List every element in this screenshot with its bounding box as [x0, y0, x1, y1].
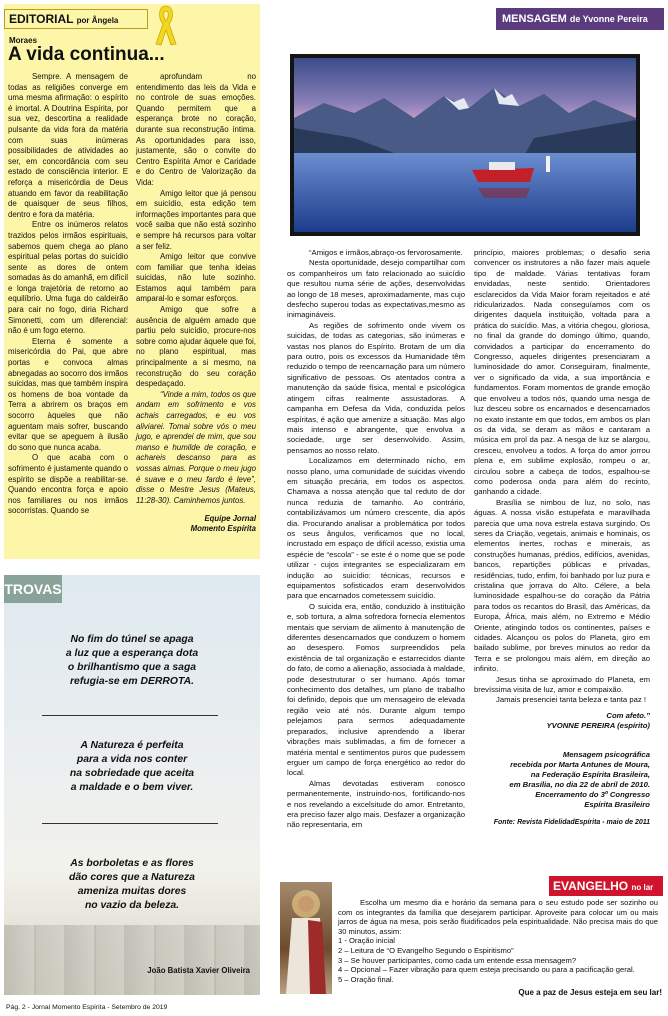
credit-line: Mensagem psicográfica — [562, 749, 650, 759]
editorial-byline: por Ângela Moraes — [9, 16, 119, 45]
mensagem-credit — [474, 750, 650, 810]
paragraph: Entre os inúmeros relatos trazidos pelos irmãos espirituais, sabemos quem chega ao plano espiritual pelas portas do suicídio sente as dores de ontem somadas às do amanhã, em difícil e longa trajetória de retorno ao equilíbrio. Uma fuga do caldeirão para cair no fogo, diria Richard Simonetti, com um diferencial: não é um fogo eterno. — [8, 220, 128, 336]
verse-line: o brilhantismo que a saga — [67, 662, 197, 673]
paragraph: O suicida era, então, conduzido à instituição e, sob tortura, a alma sofredora fornecia elementos mentais que serviam de alimento à manutenção de diferentes desencarnados que conduzem o homem ao desespero. Fomos surpreendidos pela existência de tal organização e estarrecidos diante do fato, de como a alienação, associada à maldade, pode desestruturar o ser humano. Após tomar conhecimento dos detalhes, um plano de trabalho foi definido, depois que um mensageiro de elevada região veio até nós. Durante algum tempo pelejamos para sermos adequadamente preparados, inclusive aprendendo a liberar vibrações mais sublimadas, a fim de fornecer a matéria mental e sentimentos puros que pudessem erguer um campo de força energético ao redor do local. — [287, 601, 465, 778]
editorial-title: A vida continua... — [8, 44, 165, 65]
verse-line: refugia-se em DERROTA. — [70, 676, 194, 687]
verse-line: ameniza muitas dores — [77, 886, 187, 897]
jesus-figure-icon — [280, 882, 332, 994]
credit-line: Espírita Brasileiro — [584, 799, 650, 809]
paragraph: princípio, maiores problemas; o desafio seria convencer os instrutores a não fazer mais aquele tipo de maldade. Várias tentativas foram envidadas, neste sentido. Orientadores esclarecidos da Vida Maior foram rejeitados e até ridicularizados. Nada conseguíamos com os dirigentes daquela instituição, voltada para a prática do suicídio. Mas, a vitória chegou, gloriosa, no final da grande do domingo último, quando, convidados a participar do encerramento do Congresso, aqueles dirigentes presenciaram a luminosidade do amor. Conseguiram, finalmente, ver o significado da vida, a sua importância e fundamentos. Foram momentos de grande emoção que envolveu a todos nós, quando uma nesga de luz desceu sobre os encarnados e desencarnados no exato instante em que todos, em ambos os plan os da vida, se deram as mãos e cantaram a música em prol da paz. A nesga de luz se alargou, cresceu, envolveu a todos. A força do amor jorrou plena e, em sublime explosão, rompeu o ar, circulou sobre a cabeça de todos, espalhou-se como poderosa onda para além do recinto, ganhando a cidade. — [474, 248, 650, 497]
paragraph: As regiões de sofrimento onde vivem os suicidas, de todas as categorias, são inúmeras e vastas nos planos do Espírito. Brotam de um dia para outro, pois os excessos da Humanidade têm reduzido o tempo de reencarnação para um número significativo de pessoas. Os atentados contra a manutenção da saúde física, mental e psicológica atingem cifras realmente assustadoras. A campanha em Defesa da Vida, conduzida pelos espíritas, é ação que amenize a situação. Mas algo mais intenso e abrangente, que envolva a sociedade, urge ser desenvolvido. Assim, pensamos ao nosso relato. — [287, 320, 465, 455]
mensagem-byline: de Yvonne Pereira — [569, 14, 648, 24]
paragraph: O que acaba com o sofrimento é justamente quando o espírito se dispõe a reabilitar-se. Quando encontra força e apoio nos familiares ou nos irmãos socorristas. Quando se — [8, 453, 128, 516]
credit-line: Encerramento do 3º Congresso — [535, 789, 650, 799]
paragraph: Amigo leitor que já pensou em suicídio, esta edição tem informações importantes para que você saiba que não está sozinho e sempre há recursos para voltar a ser feliz. — [136, 188, 256, 251]
mensagem-source: Fonte: Revista FidelidadEspírita - maio de 2011 — [493, 818, 650, 826]
paragraph: Amigo que sofre a ausência de alguém amado que partiu pelo suicídio, procure-nos sobre como ajudar àquele que foi, no plano espiritual, mas principalmente a si mesmo, na reconstrução do seu coração despedaçado. — [136, 305, 256, 389]
step-item: 1 - Oração inicial — [338, 936, 395, 946]
evangelho-label: EVANGELHO — [553, 879, 629, 893]
step-item: 3 – Se houver participantes, como cada um entende essa mensagem? — [338, 955, 577, 965]
credit-line: na Federação Espírita Brasileira, — [530, 769, 650, 779]
jesus-figure-image — [280, 882, 332, 994]
trova-1 — [20, 633, 244, 689]
lake-boat-photo — [290, 54, 640, 236]
mensagem-column-1 — [287, 248, 465, 831]
step-item: 2 – Leitura de “O Evangelho Segundo o Espiritismo” — [338, 945, 514, 955]
editorial-section — [4, 4, 260, 559]
mensagem-header — [496, 8, 664, 30]
divider — [42, 823, 218, 824]
verse-line: A Natureza é perfeita — [80, 740, 184, 751]
paragraph: Almas devotadas estiveram conosco permanentemente, instruindo-nos, fortificando-nos e nos revelando a excelsitude do amor. Entretanto, era preciso fazer algo mais. Desfazer a organização não representaria, em — [287, 778, 465, 830]
step-item: 5 – Oração final. — [338, 974, 394, 984]
verse-line: No fim do túnel se apaga — [70, 634, 194, 645]
paragraph: Brasília se nimbou de luz, no solo, nas águas. A nossa visão estupefata e maravilhada parecia que uma nova estrela estava surgindo. Os seres da Criação, vegetais, animais e hominais, os elementos inertes, rochas e minerais, as construções humanas, prédios, edifícios, avenidas, bancos, repartições públicas e privadas, residências, tudo, enfim, foi banhado por luz pura e cristalina que jorrava do Alto. Célere, a bela luminosidade espalhou-se do coração da Pátria para todos os recantos do Brasil, das Américas, da Europa, África, mais além, no Extremo e Médio Oriente, atingindo todos os continentes, países e cidades. Alcançou os polos do Planeta, giro em bailado sublime, por breves minutos ao redor da Terra e se prolongou mais além, em direção ao infinito. — [474, 497, 650, 674]
page-footer: Pág. 2 - Jornal Momento Espírita - Setembro de 2019 — [6, 1004, 168, 1011]
landscape-image — [294, 58, 636, 232]
verse-line: no vazio da beleza. — [84, 900, 180, 911]
paragraph: aprofundam no entendimento das leis da Vida e no controle de suas emoções. Quando permitem que a esperança brote no coração, durante sua reconstrução íntima. As oportunidades para isso, justamente, são o convite do Centro Espírita Amor e Caridade e do Centro de Valorização da Vida: — [136, 72, 256, 187]
trova-3 — [20, 857, 244, 913]
evangelho-intro: Escolha um mesmo dia e horário da semana para o seu estudo pode ser sozinho ou com os integrantes da família que desejarem participar. Aproveite para colocar um ou mais jarros de água na mesa, pois serão fluidificados pela espiritualidade. Não precisa mais do que 30 minutos, assim: — [338, 898, 658, 936]
signature-line-1: Equipe Jornal — [204, 514, 256, 524]
editorial-header — [4, 9, 148, 45]
step-item: 4 – Opcional – Fazer vibração para quem esteja precisando ou para a pacificação geral. — [338, 965, 635, 975]
paragraph: Jamais presenciei tanta beleza e tanta paz ! — [496, 695, 646, 705]
credit-line: em Brasília, no dia 22 de abril de 2010. — [509, 779, 650, 789]
divider — [42, 715, 218, 716]
paragraph: Amigo leitor que convive com familiar que tenha ideias suicidas, não lute sozinho. Estamos aqui também para amparal-lo e somar esforços. — [136, 252, 256, 304]
awareness-ribbon-icon — [154, 4, 178, 46]
paragraph: Jesus tinha se aproximado do Planeta, em brevíssima visita de luz, amor e compaixão. — [474, 674, 650, 695]
trova-2 — [20, 739, 244, 795]
mensagem-signoff: Com afeto.” — [606, 710, 650, 720]
evangelho-header — [549, 876, 663, 896]
trovas-author: João Batista Xavier Oliveira — [147, 966, 250, 975]
mensagem-author: YVONNE PEREIRA (espírito) — [546, 721, 650, 731]
wood-planks-background — [4, 925, 260, 995]
evangelho-suffix: no lar — [631, 883, 654, 892]
paragraph: Nesta oportunidade, desejo compartilhar com os companheiros um fato relacionado ao suicídio que resultou numa série de ações, desenvolvidas ao longo de 18 meses, aproximadamente, mas cujo desfecho superou todas as expectativas,mesmo as inimagináveis. — [287, 258, 465, 320]
signature-line-2: Momento Espírita — [190, 524, 256, 534]
verse-line: dão cores que a Natureza — [69, 872, 195, 883]
paragraph: Localizamos em determinado nicho, em nosso plano, uma comunidade de suicidas vivendo em situação precária, em todos os aspectos. Chamava a nossa atenção que tal reduto de dor nunca reduzia de tamanho. Ao contrário, contabilizávamos um número crescente, dia após dia. Procurando analisar a problemática por todos os seus ângulos, verificamos que no local, incrustado em espaço de difícil acesso, existia uma espécie de “escola” - se este é o nome que se pode utilizar - cujos integrantes se especializaram em indução ao suicídio: técnicas, recursos e equipamentos sofisticados eram desenvolvidos para que encarnados cometessem suicídio. — [287, 456, 465, 601]
verse-line: a luz que a esperança dota — [65, 648, 199, 659]
editorial-column-2 — [136, 72, 256, 534]
trovas-header: TROVAS — [4, 575, 62, 603]
verse-line: para a vida nos conter — [76, 754, 188, 765]
editorial-column-1 — [8, 72, 128, 517]
evangelho-closing: Que a paz de Jesus esteja em seu lar! — [518, 988, 662, 997]
paragraph: “Amigos e irmãos,abraço-os fervorosamente. — [309, 248, 463, 257]
mensagem-column-2 — [474, 248, 650, 828]
verse-line: As borboletas e as flores — [70, 858, 194, 869]
bible-quote: “Vinde a mim, todos os que andam em sofrimento e vos achais carregados, e eu vos aliviarei. Tomai sobre vós o meu jugo, e aprendei de mim, que sou manso e humilde de coração, e achareis descanso para as vossas almas. Porque o meu jugo é suave e o meu fardo é leve”, disse o Mestre Jesus (Mateus, 11:28-30). Caminhemos juntos. — [136, 389, 256, 505]
verse-line: na sobriedade que aceita — [69, 768, 195, 779]
paragraph: Sempre. A mensagem de todas as religiões converge em uma mesma afirmação: o espírito é imortal. A Doutrina Espírita, por sua vez, descortina a realidade pulsante da vida fora da matéria com suas inúmeras possibilidades de atividades ao ser, em concordância com seu estado de consciência interior. E reforça a misericórdia de Deus atuando em favor da reabilitação de quaisquer de seus filhos, dentro e fora da matéria. — [8, 72, 128, 219]
trovas-section — [4, 575, 260, 995]
evangelho-text — [338, 898, 658, 984]
mensagem-label: MENSAGEM — [502, 13, 567, 25]
credit-line: recebida por Marta Antunes de Moura, — [510, 759, 650, 769]
paragraph: Eterna é somente a misericórdia do Pai, que abre portas e convoca almas abnegadas ao socorro dos irmãos suicidas, mas que também inspira os homens de boa vontade da Terra a abrirem os braços em socorro àqueles que não aguentam mais sofrer, buscando evitar que se apeguem à ilusão do sono que nunca acaba. — [8, 336, 128, 452]
editorial-label: EDITORIAL — [9, 12, 74, 26]
verse-line: a maldade e o bem viver. — [70, 782, 194, 793]
